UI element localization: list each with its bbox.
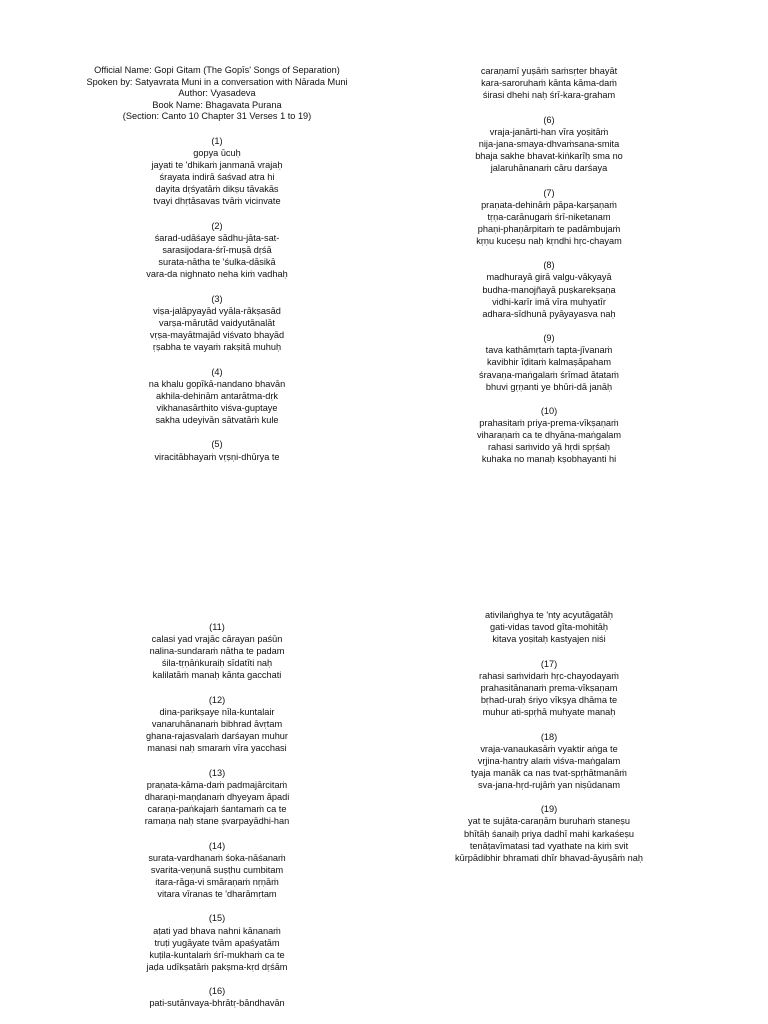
verse-line: viharaṇaṁ ca te dhyāna-maṅgalam — [476, 430, 622, 441]
spacer — [52, 426, 382, 438]
spacer — [384, 791, 714, 803]
verse-line: śrayata indirā śaśvad atra hi — [159, 172, 275, 183]
verse-list — [52, 135, 382, 463]
verse-line: akhila-dehinām antarātma-dṛk — [155, 390, 279, 401]
verse-line: bhuvi gṛṇanti ye bhūri-dā janāḥ — [485, 381, 613, 392]
verse-line: kalilatāṁ manaḥ kānta gacchati — [152, 670, 282, 681]
verse-line: kṛṇu kuceṣu naḥ kṛndhi hṛc-chayam — [476, 235, 622, 246]
verse-block — [384, 114, 714, 174]
verse-line: caraṇamī yuṣāṁ saṁsṛter bhayāt — [480, 66, 618, 76]
verse-line: nija-jana-smaya-dhvaṁsana-smita — [478, 138, 620, 149]
verse-block — [52, 694, 382, 754]
verse-line: itara-rāga-vi smāraṇaṁ nṛṇāṁ — [155, 876, 279, 887]
verse-line: gopya ūcuḥ — [193, 147, 241, 158]
spacer — [52, 123, 382, 135]
spacer — [52, 280, 382, 292]
spacer — [52, 207, 382, 219]
verse-number: (9) — [543, 333, 555, 344]
verse-block — [52, 366, 382, 426]
verse-line: praṇata-dehināṁ pāpa-karṣaṇaṁ — [481, 199, 617, 210]
spacer — [52, 973, 382, 985]
verse-line: aṭati yad bhava nahni kānanaṁ — [153, 925, 281, 936]
verse-line: kitava yoṣitaḥ kastyajen niśi — [492, 634, 606, 645]
verse-number: (11) — [209, 622, 225, 632]
verse-line: muhur ati-spṛhā muhyate manaḥ — [482, 707, 616, 718]
verse-continuation — [384, 65, 714, 101]
verse-number: (13) — [208, 767, 226, 778]
verse-block — [384, 658, 714, 718]
verse-block — [52, 220, 382, 280]
verse-line: adhara-sīdhunā pyāyayasva naḥ — [482, 308, 616, 319]
verse-line: tava kathāmṛtaṁ tapta-jīvanaṁ — [485, 345, 613, 356]
verse-line: manasi naḥ smaraṁ vīra yacchasi — [147, 743, 287, 754]
page2-left-column — [52, 621, 382, 1009]
spacer — [384, 393, 714, 405]
verse-block — [52, 767, 382, 827]
verse-line: ṛṣabha te vayaṁ rakṣitā muhuḥ — [152, 342, 282, 353]
verse-line: tenāṭavīmatasi tad vyathate na kiṁ svit — [469, 840, 629, 851]
spacer — [52, 827, 382, 839]
verse-line: śarad-udāśaye sādhu-jāta-sat- — [154, 232, 280, 243]
verse-line: jalaruhānanaṁ cāru darśaya — [490, 163, 608, 174]
verse-line: vidhi-karīr imā vīra muhyatīr — [492, 296, 606, 307]
verse-block — [52, 912, 382, 972]
verse-line: vṛṣa-mayātmajād viśvato bhayād — [149, 329, 285, 340]
verse-block — [384, 332, 714, 392]
verse-line: praṇata-kāma-daṁ padmajārcitaṁ — [146, 779, 288, 790]
verse-block — [384, 731, 714, 791]
verse-line: surata-vardhanaṁ śoka-nāśanaṁ — [148, 852, 286, 863]
verse-line: viṣa-jalāpyayād vyāla-rākṣasād — [153, 305, 281, 316]
verse-line: dharaṇi-maṇḍanaṁ dhyeyam āpadi — [144, 791, 290, 802]
verse-block — [52, 135, 382, 208]
verse-line: kūrpādibhir bhramati dhīr bhavad-āyuṣāṁ naḥ — [455, 852, 643, 863]
verse-block — [52, 985, 382, 1009]
verse-line: phaṇi-phaṇārpitaṁ te padāmbujaṁ — [477, 223, 621, 234]
spacer — [384, 174, 714, 186]
verse-block — [384, 405, 714, 465]
verse-line: gati-vidas tavod gīta-mohitāḥ — [490, 622, 608, 633]
page1-right-column — [384, 65, 714, 466]
official-name: Official Name: Gopi Gitam (The Gopīs' Songs of Separation) — [94, 65, 340, 75]
verse-line: vanaruhānanaṁ bibhrad āvṛtam — [151, 719, 283, 730]
verse-list — [384, 658, 714, 864]
verse-line: śila-tṛṇāṅkuraiḥ sīdatīti naḥ — [161, 658, 273, 669]
verse-line: dayita dṛśyatāṁ dikṣu tāvakās — [155, 184, 279, 195]
verse-line: jayati te 'dhikaṁ janmanā vrajaḥ — [151, 160, 283, 171]
verse-line: yat te sujāta-caraṇām buruhaṁ staneṣu — [468, 816, 630, 827]
verse-line: rahasi saṁvido yā hṛdi spṛśaḥ — [487, 442, 611, 453]
verse-line: na khalu gopīkā-nandano bhavān — [148, 378, 286, 389]
verse-line: surata-nātha te 'śulka-dāsikā — [158, 257, 276, 268]
verse-line: vikhanasārthito viśva-guptaye — [156, 402, 278, 413]
verse-line: madhurayā girā valgu-vākyayā — [486, 272, 612, 283]
verse-number: (19) — [540, 804, 558, 815]
spacer — [384, 101, 714, 113]
verse-line: kuṭila-kuntalaṁ śrī-mukhaṁ ca te — [149, 949, 285, 960]
spacer — [384, 247, 714, 259]
verse-line: budha-manojñayā puṣkarekṣaṇa — [482, 284, 616, 295]
book-name: Book Name: Bhagavata Purana — [152, 99, 282, 110]
page2-right-column — [384, 609, 714, 864]
verse-line: ativilaṅghya te 'nty acyutāgatāḥ — [485, 610, 613, 620]
verse-line: vara-da nighnato neha kiṁ vadhaḥ — [146, 269, 288, 280]
verse-number: (5) — [211, 439, 223, 450]
verse-number: (2) — [211, 220, 223, 231]
verse-number: (14) — [208, 840, 226, 851]
verse-continuation — [384, 609, 714, 645]
verse-line: ramaṇa naḥ stane ṣvarpayādhi-han — [144, 816, 290, 827]
verse-block — [52, 621, 382, 681]
verse-line: bhītāḥ śanaiḥ priya dadhī mahi karkaśeṣu — [463, 828, 635, 839]
verse-list — [52, 621, 382, 1009]
verse-line: sva-jana-hṛd-rujāṁ yan niṣūdanam — [478, 779, 620, 790]
verse-block — [384, 187, 714, 247]
verse-line: tṛṇa-carānugaṁ śrī-niketanam — [487, 211, 611, 222]
verse-number: (3) — [211, 293, 223, 304]
spoken-by: Spoken by: Satyavrata Muni in a conversation with Nārada Muni — [86, 76, 348, 87]
verse-line: prahasitaṁ priya-prema-vīkṣaṇaṁ — [479, 418, 619, 429]
verse-number: (16) — [208, 986, 226, 997]
verse-line: jaḍa udīkṣatāṁ pakṣma-kṛd dṛśām — [146, 961, 288, 972]
spacer — [384, 718, 714, 730]
spacer — [52, 754, 382, 766]
verse-block — [52, 840, 382, 900]
section: (Section: Canto 10 Chapter 31 Verses 1 to 19) — [122, 111, 312, 121]
verse-block — [384, 259, 714, 319]
spacer — [52, 900, 382, 912]
verse-number: (7) — [543, 187, 555, 198]
verse-number: (15) — [208, 913, 226, 924]
verse-line: sakha udeyivān sātvatāṁ kule — [155, 414, 279, 425]
verse-number: (1) — [211, 135, 223, 146]
verse-number: (12) — [208, 694, 226, 705]
spacer — [52, 681, 382, 693]
verse-line: vraja-janārti-han vīra yoṣitāṁ — [489, 126, 609, 137]
verse-line: viracitābhayaṁ vṛṣṇi-dhūrya te — [154, 451, 280, 462]
verse-list — [384, 114, 714, 466]
verse-line: caraṇa-paṅkajaṁ śantamaṁ ca te — [147, 804, 287, 814]
verse-number: (8) — [543, 260, 555, 271]
verse-line: vṛjina-hantry alaṁ viśva-maṅgalam — [477, 755, 621, 766]
verse-line: pati-sutānvaya-bhrātṛ-bāndhavān — [149, 998, 285, 1009]
verse-line: bhaja sakhe bhavat-kiṅkarīḥ sma no — [475, 150, 623, 161]
verse-block — [52, 438, 382, 462]
verse-line: ghana-rajasvalaṁ darśayan muhur — [146, 731, 288, 742]
verse-line: prahasitānanaṁ prema-vīkṣaṇam — [480, 682, 618, 693]
verse-block — [52, 293, 382, 353]
verse-line: rahasi saṁvidaṁ hṛc-chayodayaṁ — [479, 670, 619, 681]
verse-line: svarita-veṇunā suṣṭhu cumbitam — [150, 864, 284, 875]
verse-line: truṭi yugāyate tvām apaśyatām — [154, 937, 280, 948]
verse-line: dina-parikṣaye nīla-kuntalair — [159, 706, 275, 717]
verse-line: vraja-vanaukasāṁ vyaktir aṅga te — [480, 743, 618, 754]
verse-line: śravaṇa-maṅgalaṁ śrīmad ātataṁ — [479, 369, 619, 380]
verse-line: sarasijodara-śrī-muṣā dṛśā — [162, 245, 272, 256]
page1-left-column — [52, 65, 382, 463]
verse-line: tyaja manāk ca nas tvat-spṛhātmanāṁ — [471, 767, 627, 778]
verse-number: (18) — [540, 731, 558, 742]
verse-number: (4) — [211, 366, 223, 377]
author: Author: Vyasadeva — [178, 88, 256, 98]
verse-line: śirasi dhehi naḥ śrī-kara-graham — [482, 90, 616, 101]
verse-line: tvayi dhṛtāsavas tvāṁ vicinvate — [153, 196, 281, 207]
verse-line: nalina-sundaraṁ nātha te padam — [149, 646, 285, 657]
spacer — [52, 353, 382, 365]
verse-number: (17) — [540, 658, 558, 669]
verse-block — [384, 803, 714, 863]
verse-number: (10) — [540, 406, 558, 417]
verse-line: bṛhad-uraḥ śriyo vīkṣya dhāma te — [480, 694, 618, 705]
verse-line: kara-saroruhaṁ kānta kāma-daṁ — [481, 78, 617, 89]
spacer — [384, 320, 714, 332]
spacer — [384, 645, 714, 657]
document-header — [52, 65, 382, 123]
verse-line: kavibhir īḍitaṁ kalmaṣāpaham — [486, 357, 612, 368]
verse-line: calasi yad vrajāc cārayan paśūn — [151, 634, 283, 645]
verse-line: vitara vīranas te 'dharāmṛtam — [157, 888, 277, 899]
verse-number: (6) — [543, 114, 555, 125]
verse-line: kuhaka no manaḥ kṣobhayanti hi — [481, 454, 617, 465]
verse-line: varṣa-mārutād vaidyutānalāt — [159, 317, 275, 328]
